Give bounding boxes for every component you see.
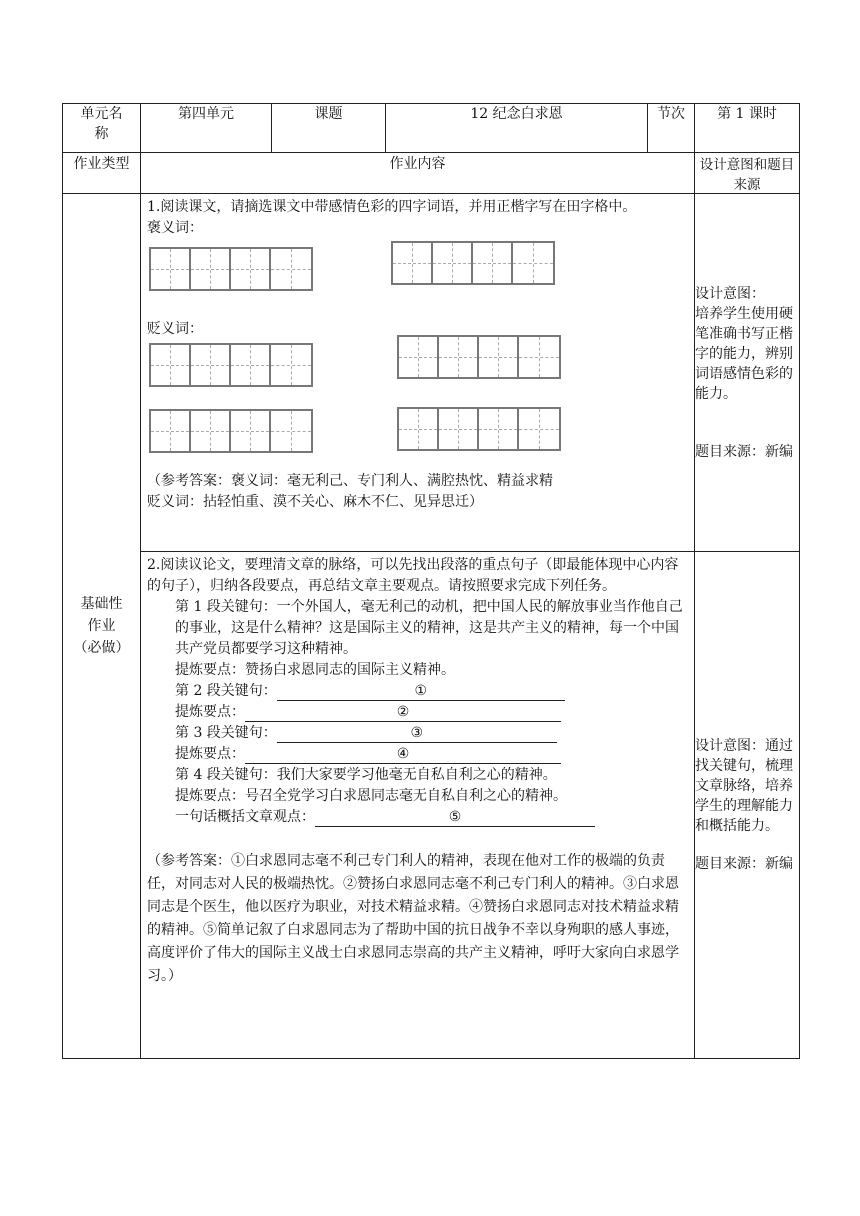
q2-intent-cell: [695, 552, 800, 1059]
question-2-row: [63, 552, 800, 1059]
q2-p2-point: [147, 702, 688, 723]
q2-p4-key: 第 4 段关键句：我们大家要学习他毫无自私自利之心的精神。: [175, 767, 557, 783]
q2-blank-1[interactable]: [277, 682, 565, 701]
q1-writing-grids: [147, 239, 688, 459]
q2-p3-key-label: 第 3 段关键句：: [175, 725, 277, 741]
q2-blank-5[interactable]: [315, 808, 595, 827]
blank-5-mark: ⑤: [448, 809, 462, 825]
q2-p2-key: [147, 681, 688, 702]
grid-negative-3[interactable]: [149, 409, 313, 453]
grid-negative-4[interactable]: [397, 407, 561, 451]
column-intent: 设计意图和题目来源: [695, 153, 800, 194]
q1-answer-line1: （参考答案：褒义词：毫无利己、专门利人、满腔热忱、精益求精: [147, 473, 553, 489]
category-cell: [63, 194, 141, 1059]
section-value: 第 1 课时: [695, 104, 800, 153]
blank-4-mark: ④: [396, 746, 410, 762]
topic-value: 12 纪念白求恩: [386, 104, 648, 153]
q2-p2-key-label: 第 2 段关键句：: [175, 683, 277, 699]
q2-blank-4[interactable]: [245, 745, 561, 764]
question-1-row: [63, 194, 800, 552]
q2-p3-key: [147, 723, 688, 744]
q2-p4-point: 提炼要点：号召全党学习白求恩同志毫无自私自利之心的精神。: [175, 788, 567, 804]
q1-source: 题目来源：新编: [695, 443, 793, 460]
q1-intent-text: 培养学生使用硬笔准确书写正楷字的能力，辨别词语感情色彩的能力。: [695, 305, 793, 402]
q1-positive-label: 褒义词：: [147, 220, 203, 236]
q2-p3-point-label: 提炼要点：: [175, 746, 245, 762]
blank-2-mark: ②: [396, 704, 410, 720]
q2-blank-2[interactable]: [245, 703, 561, 722]
q2-prompt: 2.阅读议论文，要理清文章的脉络，可以先找出段落的重点句子（即最能体现中心内容的句子），归纳各段要点，再总结文章主要观点。请按照要求完成下列任务。: [147, 557, 679, 594]
column-header-row: [63, 153, 800, 194]
column-type: 作业类型: [63, 153, 141, 194]
question-2-cell: [141, 552, 695, 1059]
q1-intent-title: 设计意图：: [695, 285, 765, 302]
q1-prompt: 1.阅读课文，请摘选课文中带感情色彩的四字词语，并用正楷字写在田字格中。: [147, 199, 637, 215]
q1-negative-label: 贬义词：: [147, 321, 203, 337]
q2-summary-label: 一句话概括文章观点：: [175, 809, 315, 825]
category-line3: （必做）: [73, 640, 130, 656]
section-label: 节次: [648, 104, 695, 153]
homework-table: [62, 103, 800, 1059]
grid-positive-1[interactable]: [149, 247, 313, 291]
header-row: [63, 104, 800, 153]
q2-answer: （参考答案：①白求恩同志毫不利己专门利人的精神，表现在他对工作的极端的负责任，对同志对人民的极端热忱。②赞扬白求恩同志毫不利己专门利人的精神。③白求恩同志是个医生，他以医疗为职业，对技术精益求精。④赞扬白求恩同志对技术精益求精的精神。⑤简单记叙了白求恩同志为了帮助中国的抗日战争不幸以身殉职的感人事迹，高度评价了伟大的国际主义战士白求恩同志崇高的共产主义精神，呼吁大家向白求恩学习。）: [147, 853, 679, 984]
blank-3-mark: ③: [410, 725, 424, 741]
unit-value: 第四单元: [141, 104, 272, 153]
grid-positive-2[interactable]: [391, 241, 555, 285]
grid-negative-2[interactable]: [397, 335, 561, 379]
grid-negative-1[interactable]: [149, 343, 313, 387]
column-content: 作业内容: [141, 153, 695, 194]
q2-source: 题目来源：新编: [695, 856, 793, 872]
q2-p1-key: 第 1 段关键句：一个外国人，毫无利己的动机，把中国人民的解放事业当作他自己的事业，这是什么精神？这是国际主义的精神，这是共产主义的精神，每一个中国共产党员都要学习这种精神。: [175, 599, 683, 657]
q2-blank-3[interactable]: [277, 724, 557, 743]
q2-p3-point: [147, 744, 688, 765]
category-line1: 基础性: [80, 596, 123, 612]
q2-p2-point-label: 提炼要点：: [175, 704, 245, 720]
q1-answer-line2: 贬义词：拈轻怕重、漠不关心、麻木不仁、见异思迁）: [147, 494, 483, 510]
blank-1-mark: ①: [414, 683, 428, 699]
q2-p1-point: 提炼要点：赞扬白求恩同志的国际主义精神。: [175, 662, 455, 678]
q2-intent-text: 设计意图：通过找关键句，梳理文章脉络，培养学生的理解能力和概括能力。: [695, 738, 793, 834]
topic-label: 课题: [272, 104, 386, 153]
q1-intent-cell: [695, 194, 800, 552]
q2-summary: [147, 807, 688, 828]
unit-label: 单元名称: [63, 104, 141, 153]
question-1-cell: [141, 194, 695, 552]
category-line2: 作业: [87, 618, 116, 634]
